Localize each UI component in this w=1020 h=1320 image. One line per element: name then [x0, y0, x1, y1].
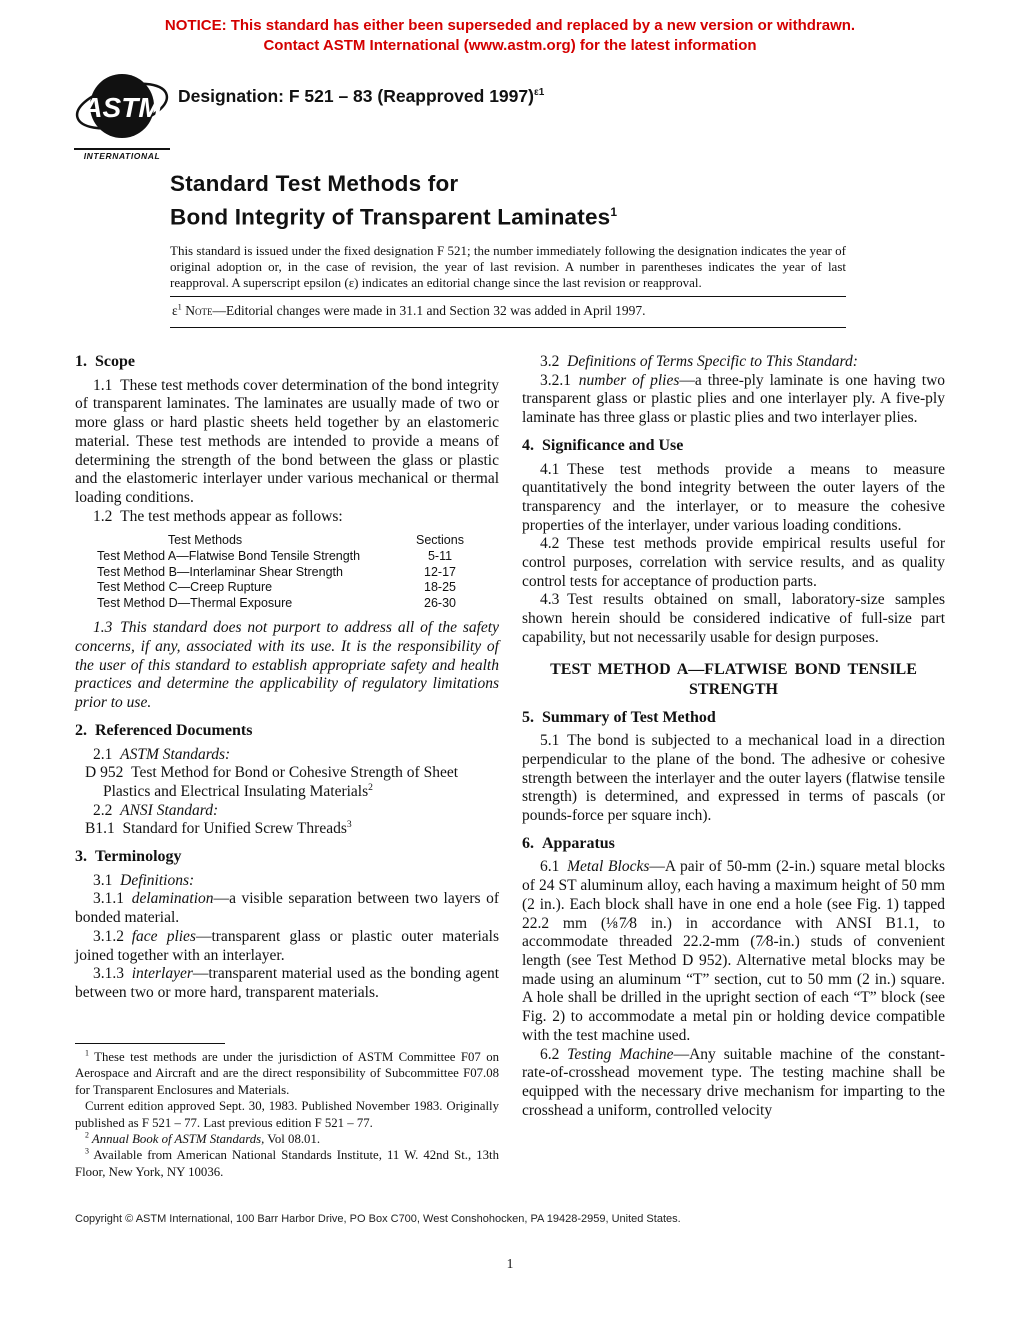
designation-epsilon-superscript: ε1 [533, 87, 545, 99]
section-5-heading: 5. Summary of Test Method [522, 708, 716, 726]
table-row: Test Method A—Flatwise Bond Tensile Strength 5-11 [97, 548, 453, 563]
copyright-line: Copyright © ASTM International, 100 Barr Harbor Drive, PO Box C700, West Conshohocken, PA 19428-2959, United States. [75, 1213, 681, 1225]
paragraph-4-2: 4.2 These test methods provide empirical results useful for control purposes, correlation with service results, and as quality control tests for acceptance of production parts. [522, 535, 945, 590]
issuance-paragraph: This standard is issued under the fixed designation F 521; the number immediately following the designation indicates the year of original adoption or, in the case of revision, the year of last revision. A number in parentheses indicates the year of last reapproval. A superscript epsilon (ε) indicates an editorial change since the last revision or reapproval. [170, 243, 846, 290]
table-row: Test Method D—Thermal Exposure 26-30 [97, 595, 456, 610]
section-3-heading: 3. Terminology [75, 848, 182, 866]
table-col1-header: Test Methods [167, 533, 243, 548]
footnote-1: $^1$ These test methods are under the jurisdiction of ASTM Committee F07 on Aerospace and Aircraft and are the direct responsibility of Subcommittee F07.08 for Transparent Enclosures and Materials. [75, 1048, 499, 1097]
note-label: Note [185, 303, 213, 318]
left-column [75, 353, 499, 1003]
paragraph-4-3: 4.3 Test results obtained on small, laboratory-size samples shown herein should be considered indicative of full-size part capability, but not necessarily usable for design purposes. [522, 591, 945, 646]
paragraph-2-1: 2.1 ASTM Standards: [93, 745, 231, 763]
table-col2-header: Sections [416, 533, 464, 548]
paragraph-4-1: 4.1 These test methods provide a means to measure quantitatively the bond integrity between the outer layers of the transparency and the interlayer, or to measure the cohesive properties of the interlayer, under various loading conditions. [522, 460, 945, 534]
designation-text: Designation: F 521 – 83 (Reapproved 1997) [178, 86, 534, 106]
notice-line-1: NOTICE: This standard has either been superseded and replaced by a new version or withdrawn. [164, 17, 856, 34]
astm-logo [74, 70, 170, 161]
footnote-1-continued: Current edition approved Sept. 30, 1983. Published November 1983. Originally published as F 521 – 77. Last previous edition F 521 – 77. [75, 1099, 499, 1130]
section-2-heading: 2. Referenced Documents [75, 721, 253, 739]
notice-line-2: Contact ASTM International (www.astm.org) for the latest information [263, 37, 757, 54]
footnote-2: $^2$ Annual Book of ASTM Standards, Vol 08.01. [85, 1130, 321, 1147]
paragraph-1-3: 1.3 This standard does not purport to address all of the safety concerns, if any, associated with its use. It is the responsibility of the user of this standard to establish appropriate safety and health practices and determine the applicability of regulatory limitations prior to use. [75, 619, 499, 712]
paragraph-5-1: 5.1 The bond is subjected to a mechanical load in a direction perpendicular to the plane of the bond. The adhesive or cohesive strength between the interlayer and the outer layers (flatwise tensile strength) is determined, and expressed in terms of pascals (or pounds-force per square inch). [522, 732, 945, 825]
withdrawal-notice [0, 16, 1020, 56]
table-header-row [75, 533, 499, 549]
paragraph-6-1: 6.1 Metal Blocks—A pair of 50-mm (2-in.) square metal blocks of 24 ST aluminum alloy, each having a maximum height of 50 mm (2 in.). Each block shall have in one end a hole (see Fig. 1) tapped 22.2 mm (⅛ 7⁄8 in.) in accordance with ANSI B1.1, to accommodate threaded 22.2-mm (7⁄8-in.) studs of convenient length (see Test Method D 952). Alternative metal blocks may be made using an aluminum “T” section, cut to 50 mm (2 in.) square. A hole shall be drilled in the upright section of each “T” block (see Fig. 2) to accommodate a metal pin or holding device compatible with the test machine used. [522, 858, 945, 1044]
note-text: —Editorial changes were made in 31.1 and Section 32 was added in April 1997. [212, 303, 646, 318]
page-number: 1 [506, 1256, 514, 1271]
section-4-heading: 4. Significance and Use [522, 436, 684, 454]
paragraph-6-2: 6.2 Testing Machine—Any suitable machine of the constant-rate-of-crosshead movement type. The testing machine shall be equipped with the necessary drive mechanism for imparting to the crosshead a uniform, controlled velocity [522, 1045, 946, 1119]
paragraph-3-1: 3.1 Definitions: [93, 871, 195, 889]
title-line-2: Bond Integrity of Transparent Laminates$^1$ [170, 204, 618, 230]
table-row: Test Method B—Interlaminar Shear Strength 12-17 [97, 564, 456, 579]
paragraph-2-2: 2.2 ANSI Standard: [93, 801, 219, 819]
logo-international-label: INTERNATIONAL [74, 148, 170, 161]
section-1-heading: 1. Scope [75, 353, 135, 370]
standard-title [170, 170, 850, 232]
test-method-a-heading: TEST METHOD A—FLATWISE BOND TENSILE STRENGTH [550, 660, 917, 698]
title-footnote-marker: 1 [610, 205, 618, 219]
test-methods-table [75, 533, 499, 611]
reference-d952: D 952 Test Method for Bond or Cohesive Strength of Sheet Plastics and Electrical Insulating Materials$^2$ [85, 764, 462, 800]
paragraph-3-1-2: 3.1.2 face plies—transparent glass or plastic outer materials joined together with an interlayer. [75, 927, 499, 964]
reference-b11: B1.1 Standard for Unified Screw Threads$^3$ [85, 819, 352, 838]
table-row: Test Method C—Creep Rupture 18-25 [97, 580, 456, 595]
section-6-heading: 6. Apparatus [522, 834, 615, 852]
designation [178, 86, 544, 107]
footnotes-block [75, 1043, 499, 1180]
epsilon-marker: $\varepsilon^1$ [172, 302, 182, 318]
right-column [522, 353, 945, 1120]
paragraph-3-2: 3.2 Definitions of Terms Specific to This Standard: [540, 353, 858, 370]
paragraph-3-1-1: 3.1.1 delamination—a visible separation between two layers of bonded material. [75, 890, 499, 927]
logo-monogram: ASTM [82, 92, 162, 123]
paragraph-1-1: 1.1 These test methods cover determination of the bond integrity of transparent laminates. The laminates are usually made of two or more glass or hard plastic sheets held together by an elastomeric material. These test methods are intended to provide a means of determining the strength of the bond between the glass or plastic and the elastomeric interlayer under various mechanical or thermal loading conditions. [75, 376, 499, 506]
astm-globe-icon [74, 70, 170, 142]
editorial-note [170, 296, 846, 328]
footnote-rule [75, 1043, 225, 1044]
paragraph-3-1-3: 3.1.3 interlayer—transparent material used as the bonding agent between two or more hard, transparent materials. [75, 965, 499, 1001]
footnote-3: $^3$ Available from American National Standards Institute, 11 W. 42nd St., 13th Floor, New York, NY 10036. [75, 1147, 499, 1179]
paragraph-3-2-1: 3.2.1 number of plies—a three-ply laminate is one having two transparent glass or plastic plies and one interlayer ply. A five-ply laminate has three glass or plastic plies and two interlayer plies. [522, 371, 946, 427]
title-line-1: Standard Test Methods for [170, 171, 459, 196]
paragraph-1-2: 1.2 The test methods appear as follows: [93, 507, 343, 525]
